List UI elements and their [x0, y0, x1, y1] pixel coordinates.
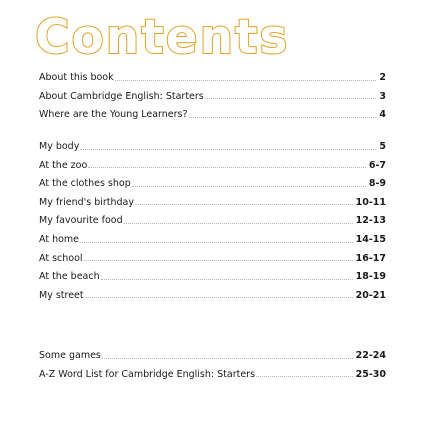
- entry-title: About Cambridge English: Starters: [39, 90, 204, 102]
- entry-title: My friend's birthday: [39, 196, 134, 208]
- entry-page-number: 8-9: [368, 178, 386, 190]
- dot-leader: [124, 222, 353, 224]
- contents-entry[interactable]: [39, 101, 386, 120]
- page-title: Contents: [35, 10, 290, 65]
- entry-title: My body: [39, 141, 80, 153]
- dot-leader: [88, 166, 366, 168]
- entry-page-number: 3: [379, 90, 386, 102]
- entry-page-number: 14-15: [355, 234, 386, 246]
- dot-leader: [115, 79, 377, 81]
- dot-leader: [101, 278, 353, 280]
- entry-title: At school: [39, 252, 83, 264]
- entry-title: Some games: [39, 350, 101, 362]
- entry-page-number: 18-19: [355, 271, 386, 283]
- contents-entry[interactable]: [39, 263, 386, 282]
- contents-entry[interactable]: [39, 189, 386, 208]
- entry-title: Where are the Young Learners?: [39, 109, 188, 121]
- entry-page-number: 5: [379, 141, 386, 153]
- contents-group-extras: [39, 342, 386, 379]
- entry-title: At home: [39, 234, 80, 246]
- entry-page-number: 25-30: [355, 368, 386, 380]
- entry-page-number: 22-24: [355, 350, 386, 362]
- dot-leader: [135, 203, 353, 205]
- entry-page-number: 12-13: [355, 215, 386, 227]
- dot-leader: [256, 375, 353, 377]
- entry-page-number: 16-17: [355, 252, 386, 264]
- dot-leader: [84, 259, 353, 261]
- entry-title: My favourite food: [39, 215, 123, 227]
- entry-title: About this book: [39, 72, 114, 84]
- contents-entry[interactable]: [39, 207, 386, 226]
- entry-page-number: 4: [379, 109, 386, 121]
- dot-leader: [80, 148, 376, 150]
- entry-title: At the zoo: [39, 159, 88, 171]
- entry-title: My street: [39, 289, 84, 301]
- contents-entry[interactable]: [39, 282, 386, 301]
- entry-page-number: 2: [379, 72, 386, 84]
- entry-page-number: 10-11: [355, 196, 386, 208]
- dot-leader: [85, 296, 353, 298]
- dot-leader: [102, 357, 353, 359]
- entry-page-number: 20-21: [355, 289, 386, 301]
- dot-leader: [189, 116, 377, 118]
- contents-group-intro: [39, 64, 386, 120]
- contents-entry[interactable]: [39, 133, 386, 152]
- contents-entry[interactable]: [39, 152, 386, 171]
- contents-entry[interactable]: [39, 64, 386, 83]
- contents-entry[interactable]: [39, 226, 386, 245]
- entry-page-number: 6-7: [368, 159, 386, 171]
- contents-entry[interactable]: [39, 342, 386, 361]
- contents-entry[interactable]: [39, 170, 386, 189]
- contents-entry[interactable]: [39, 245, 386, 264]
- contents-entry[interactable]: [39, 83, 386, 102]
- dot-leader: [132, 185, 366, 187]
- entry-title: At the clothes shop: [39, 178, 131, 190]
- dot-leader: [205, 97, 377, 99]
- dot-leader: [80, 241, 353, 243]
- contents-entry[interactable]: [39, 361, 386, 380]
- entry-title: At the beach: [39, 271, 100, 283]
- contents-group-topics: [39, 133, 386, 300]
- entry-title: A-Z Word List for Cambridge English: Starters: [39, 368, 256, 380]
